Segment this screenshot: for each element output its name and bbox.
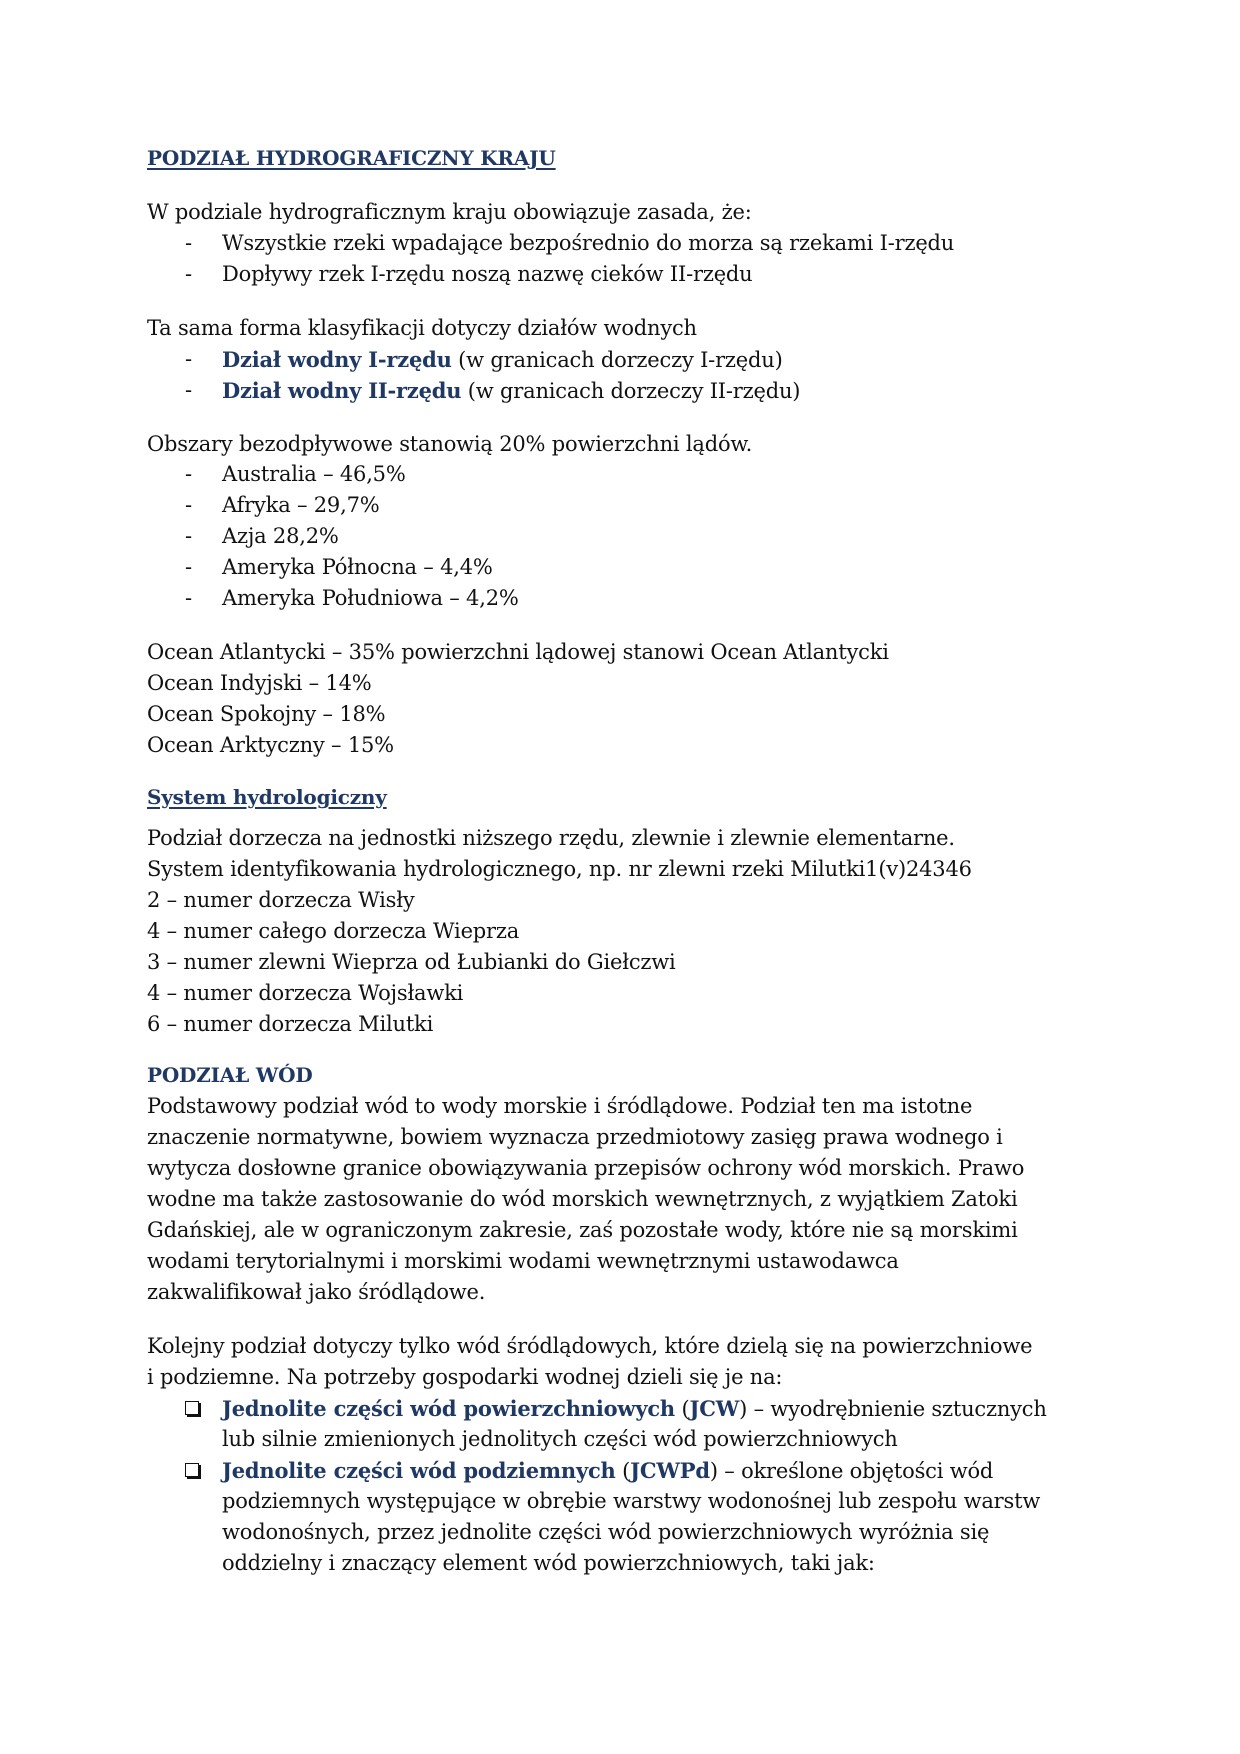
text-line: 4 – numer dorzecza Wojsławki bbox=[147, 981, 464, 1005]
classification-intro: Ta sama forma klasyfikacji dotyczy działów wodnych bbox=[147, 316, 697, 340]
ocean-line: Ocean Indyjski – 14% bbox=[147, 671, 372, 695]
text-line: 3 – numer zlewni Wieprza od Łubianki do Giełczwi bbox=[147, 950, 676, 974]
text-line: System identyfikowania hydrologicznego, np. nr zlewni rzeki Milutki1(v)24346 bbox=[147, 857, 972, 881]
text-line: 2 – numer dorzecza Wisły bbox=[147, 888, 415, 912]
continent-item: - Azja 28,2% bbox=[147, 521, 1107, 552]
rule-item: - Wszystkie rzeki wpadające bezpośrednio do morza są rzekami I-rzędu bbox=[147, 228, 1107, 259]
rule-item: - Dopływy rzek I-rzędu noszą nazwę cieków II-rzędu bbox=[147, 259, 1107, 290]
paragraph-line: Gdańskiej, ale w ograniczonym zakresie, zaś pozostałe wody, które nie są morskimi bbox=[147, 1218, 1018, 1242]
heading-system-hydrologiczny: System hydrologiczny bbox=[147, 785, 387, 809]
checkbox-item: Jednolite części wód podziemnych (JCWPd) – określone objętości wód bbox=[147, 1455, 1107, 1486]
checkbox-item-cont: oddzielny i znaczący element wód powierzchniowych, taki jak: bbox=[222, 1551, 875, 1575]
continent-item: - Ameryka Południowa – 4,2% bbox=[147, 583, 1107, 614]
text-line: Podział dorzecza na jednostki niższego rzędu, zlewnie i zlewnie elementarne. bbox=[147, 826, 955, 850]
checkbox-item-cont: wodonośnych, przez jednolite części wód powierzchniowych wyróżnia się bbox=[222, 1520, 990, 1544]
text-line: 4 – numer całego dorzecza Wieprza bbox=[147, 919, 520, 943]
paragraph-line: Kolejny podział dotyczy tylko wód śródlądowych, które dzielą się na powierzchniowe bbox=[147, 1334, 1033, 1358]
text-line: 6 – numer dorzecza Milutki bbox=[147, 1012, 434, 1036]
paragraph-line: wodne ma także zastosowanie do wód morskich wewnętrznych, z wyjątkiem Zatoki bbox=[147, 1187, 1018, 1211]
continent-item: - Ameryka Północna – 4,4% bbox=[147, 552, 1107, 583]
heading-podzial-wod: PODZIAŁ WÓD bbox=[147, 1063, 313, 1087]
divide-term: Dział wodny I-rzędu bbox=[222, 347, 452, 372]
dash-bullet: - bbox=[185, 378, 192, 402]
divide-item: - Dział wodny II-rzędu (w granicach dorzeczy II-rzędu) bbox=[147, 375, 1107, 406]
checkbox-bullet-icon bbox=[185, 1463, 199, 1477]
checkbox-item-cont: podziemnych występujące w obrębie warstwy wodonośnej lub zespołu warstw bbox=[222, 1489, 1041, 1513]
dash-bullet: - bbox=[185, 347, 192, 371]
ocean-line: Ocean Atlantycki – 35% powierzchni lądowej stanowi Ocean Atlantycki bbox=[147, 640, 889, 664]
dash-bullet: - bbox=[185, 586, 192, 610]
paragraph-line: zakwalifikował jako śródlądowe. bbox=[147, 1280, 486, 1304]
continent-item: - Afryka – 29,7% bbox=[147, 490, 1107, 521]
dash-bullet: - bbox=[185, 231, 192, 255]
ocean-line: Ocean Arktyczny – 15% bbox=[147, 733, 394, 757]
paragraph-line: wytycza dosłowne granice obowiązywania przepisów ochrony wód morskich. Prawo bbox=[147, 1156, 1025, 1180]
checkbox-item-cont: lub silnie zmienionych jednolitych części wód powierzchniowych bbox=[222, 1427, 898, 1451]
divide-term: Dział wodny II-rzędu bbox=[222, 378, 462, 403]
dash-bullet: - bbox=[185, 524, 192, 548]
intro-text: W podziale hydrograficznym kraju obowiązuje zasada, że: bbox=[147, 200, 752, 224]
dash-bullet: - bbox=[185, 462, 192, 486]
dash-bullet: - bbox=[185, 262, 192, 286]
endorheic-intro: Obszary bezodpływowe stanowią 20% powierzchni lądów. bbox=[147, 432, 753, 456]
paragraph-line: wodami terytorialnymi i morskimi wodami wewnętrznymi ustawodawca bbox=[147, 1249, 899, 1273]
paragraph-line: Podstawowy podział wód to wody morskie i śródlądowe. Podział ten ma istotne bbox=[147, 1094, 973, 1118]
checkbox-item: Jednolite części wód powierzchniowych (JCW) – wyodrębnienie sztucznych bbox=[147, 1393, 1107, 1424]
checkbox-bullet-icon bbox=[185, 1401, 199, 1415]
dash-bullet: - bbox=[185, 493, 192, 517]
paragraph-line: znaczenie normatywne, bowiem wyznacza przedmiotowy zasięg prawa wodnego i bbox=[147, 1125, 1003, 1149]
divide-item: - Dział wodny I-rzędu (w granicach dorzeczy I-rzędu) bbox=[147, 344, 1107, 375]
continent-item: - Australia – 46,5% bbox=[147, 459, 1107, 490]
ocean-line: Ocean Spokojny – 18% bbox=[147, 702, 386, 726]
heading-podzial-hydrograficzny: PODZIAŁ HYDROGRAFICZNY KRAJU bbox=[147, 146, 556, 170]
paragraph-line: i podziemne. Na potrzeby gospodarki wodnej dzieli się je na: bbox=[147, 1365, 783, 1389]
dash-bullet: - bbox=[185, 555, 192, 579]
